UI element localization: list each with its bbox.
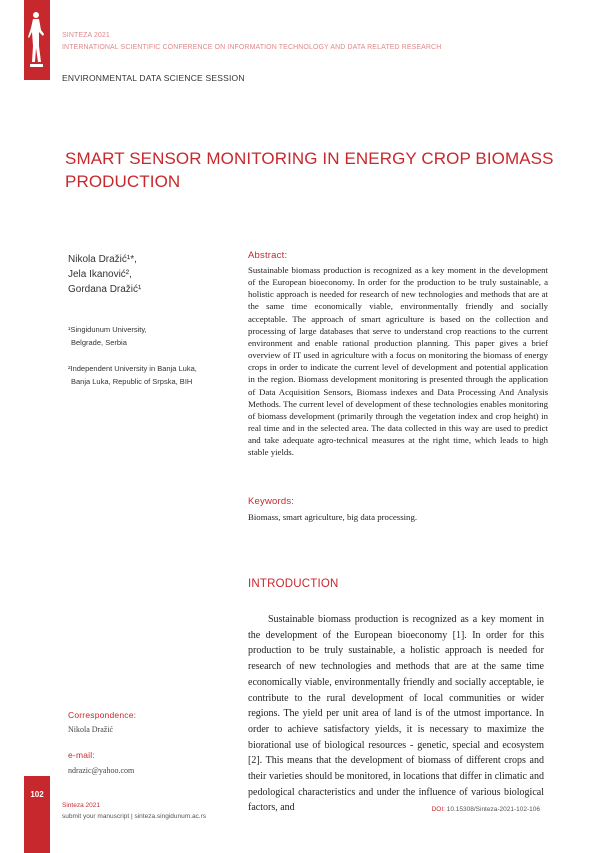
author: Jela Ikanović², [68, 269, 132, 280]
paper-title-line-2: PRODUCTION [65, 172, 181, 191]
author-list [68, 252, 141, 297]
session-name: ENVIRONMENTAL DATA SCIENCE SESSION [62, 73, 245, 83]
page-number: 102 [30, 790, 44, 799]
page-number-badge [24, 776, 50, 853]
footer-submit-link[interactable]: submit your manuscript | sinteza.singidunum.ac.rs [62, 813, 207, 820]
doi-prefix: DOI: [431, 806, 445, 813]
author: Nikola Dražić¹*, [68, 254, 137, 265]
introduction-heading: INTRODUCTION [248, 578, 339, 590]
affiliation-2-line-1: ²Independent University in Banja Luka, [68, 364, 197, 373]
keywords-label: Keywords: [248, 496, 295, 507]
email-label: e-mail: [68, 750, 95, 760]
correspondence-name: Nikola Dražić [68, 725, 114, 734]
introduction-text: Sustainable biomass production is recognized as a key moment in the development of the European bioeconomy [1]. In order for this production to be truly sustainable, a holistic approach is needed for research of new technologies and methods that are at the same time economically viable, environmentally friendly and socially acceptable, ie contribute to the rural development of local communities or wider regions. The yield per unit area of land is of the utmost importance. In order to achieve satisfactory yields, it is necessary to maximize the biorational use of biological resources - genetic, special and ecosystem [2]. This means that the development of biomass of different crops and their varieties should be monitored, in locations that differ in climatic and pedological characteristics and under the influence of various biological factors, and [248, 614, 544, 814]
keywords-text: Biomass, smart agriculture, big data processing. [248, 512, 418, 522]
author: Gordana Dražić¹ [68, 284, 142, 295]
doi-value[interactable]: 10.15308/Sinteza-2021-102-106 [446, 806, 540, 813]
affiliation-2-line-2: Banja Luka, Republic of Srpska, BIH [71, 377, 193, 386]
affiliation-1-line-2: Belgrade, Serbia [71, 338, 127, 347]
abstract-text: Sustainable biomass production is recognized as a key moment in the development of the European bioeconomy. In order for the production to be truly sustainable, a holistic approach is needed for research of new technologies and methods that are at the same time economically viable, environmentally friendly and socially acceptable. The approach of smart agriculture is based on the collection and processing of large databases that serve to understand crop reactions to the current environment and enable rational production planning. This paper gives a brief overview of IT used in agriculture with a focus on monitoring the biomass of energy crops in order to indicate the current level of development and potential application in the region. Biomass development monitoring is presented through the application of Data Acquisition Sensors, Biomass indexes and Data Processing And Analysis Methods. The current level of development of these technologies enables monitoring of biomass development (primarily through the vegetation index and crop height) in real time and in the selected area. The data collected in this way are used to predict and take adequate agro-technical measures at the right time, which leads to high stable yields. [248, 265, 548, 458]
sinteza-logo-bar [24, 0, 50, 80]
conference-full: INTERNATIONAL SCIENTIFIC CONFERENCE ON INFORMATION TECHNOLOGY AND DATA RELATED RESEARCH [62, 44, 442, 51]
correspondence-label: Correspondence: [68, 710, 137, 720]
affiliation-1-line-1: ¹Singidunum University, [68, 325, 147, 334]
paper-title [65, 147, 565, 193]
paper-title-line-1: SMART SENSOR MONITORING IN ENERGY CROP BIOMASS [65, 149, 554, 168]
footer-journal: Sinteza 2021 [62, 802, 100, 809]
correspondence-email[interactable]: ndrazic@yahoo.com [68, 766, 135, 775]
affiliation-1 [68, 323, 147, 349]
statue-logo-icon [27, 10, 47, 72]
footer-doi [432, 806, 540, 813]
conference-short: SINTEZA 2021 [62, 32, 110, 39]
affiliation-2 [68, 362, 197, 388]
abstract-label: Abstract: [248, 250, 288, 261]
